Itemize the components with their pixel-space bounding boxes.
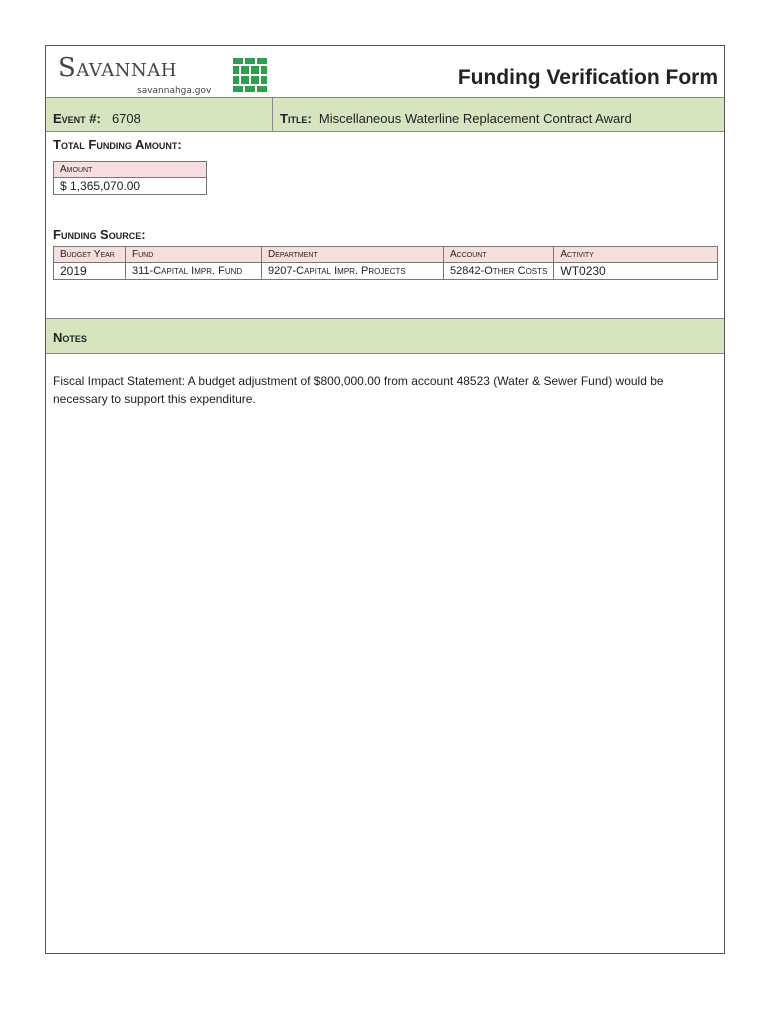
notes-heading: Notes [53, 330, 87, 345]
notes-band [46, 318, 724, 354]
funding-source-table [53, 246, 718, 280]
event-band [46, 97, 724, 132]
cell-account: 52842-Other Costs [444, 263, 554, 280]
amount-column-header: Amount [54, 162, 207, 178]
amount-table [53, 161, 207, 195]
column-header-activity: Activity [554, 247, 718, 263]
notes-text: Fiscal Impact Statement: A budget adjustment of $800,000.00 from account 48523 (Water & Sewer Fund) would be necessary to support this expenditure. [53, 374, 664, 406]
funding-source-heading: Funding Source: [53, 227, 146, 242]
title-label: Title: [280, 111, 312, 126]
event-cell [53, 108, 141, 127]
event-divider [272, 98, 273, 131]
funding-source-header-row [54, 247, 718, 263]
event-number: 6708 [111, 111, 141, 126]
amount-row [54, 178, 207, 195]
table-row [54, 263, 718, 280]
title-value: Miscellaneous Waterline Replacement Contract Award [318, 111, 632, 126]
logo-url: savannahga.gov [137, 86, 212, 96]
column-header-fund: Fund [126, 247, 262, 263]
total-funding-heading: Total Funding Amount: [53, 137, 182, 152]
cell-department: 9207-Capital Impr. Projects [262, 263, 444, 280]
column-header-account: Account [444, 247, 554, 263]
cell-fund: 311-Capital Impr. Fund [126, 263, 262, 280]
column-header-budget-year: Budget Year [54, 247, 126, 263]
amount-header-row [54, 162, 207, 178]
cell-budget-year: 2019 [54, 263, 126, 280]
title-cell [280, 108, 632, 127]
logo-grid-icon [232, 57, 268, 93]
form-header [46, 46, 724, 98]
form-frame [45, 45, 725, 954]
logo-wordmark: Savannah [58, 53, 177, 83]
form-title: Funding Verification Form [457, 66, 718, 89]
column-header-department: Department [262, 247, 444, 263]
cell-activity: WT0230 [554, 263, 718, 280]
event-label: Event #: [53, 111, 101, 126]
amount-value: $ 1,365,070.00 [54, 178, 207, 195]
